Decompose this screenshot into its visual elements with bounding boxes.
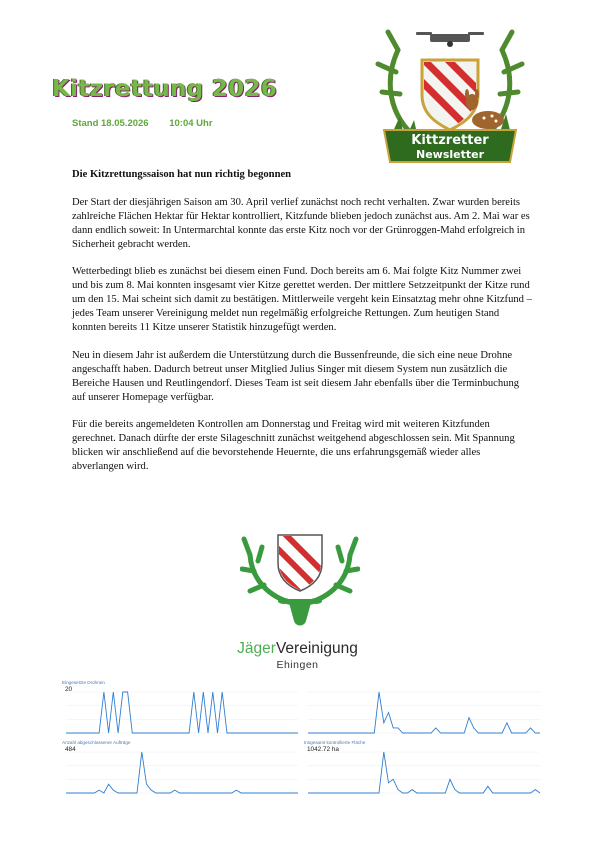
series-line <box>308 692 540 733</box>
kitzretter-newsletter-badge <box>370 20 530 165</box>
chart-title: Eingesetzte Drohnen <box>62 680 105 685</box>
series-line <box>66 752 298 793</box>
chart-value: 484 <box>65 746 76 753</box>
chart-svg <box>62 688 302 737</box>
drone-icon <box>416 32 484 47</box>
chart-panel-drones <box>62 680 302 737</box>
chart-panel-orders <box>62 740 302 797</box>
chart-value: 1042.72 ha <box>307 746 339 753</box>
badge-title: Kittzretter <box>411 133 489 148</box>
article-paragraph-3: Neu in diesem Jahr ist außerdem die Unterstützung durch die Bussenfreunde, die sich eine neue Drohne angeschafft haben. Dadurch betreut unser Mitglied Julius Singer mit diesem System nun zusätzlich die Bereiche Hausen und Reutlingendorf. Dieses Team ist seit diesem Jahr ebenfalls über die Terminbuchung auf unserer Homepage verfügbar. <box>72 349 520 403</box>
association-name-dark: Vereinigung <box>275 640 358 657</box>
deer-head-icon <box>278 598 322 626</box>
series-line <box>66 692 298 733</box>
chart-value: 20 <box>65 686 73 693</box>
stand-time: 10:04 Uhr <box>169 118 213 129</box>
chart-svg <box>304 688 544 737</box>
article <box>72 168 534 488</box>
article-paragraph-4: Für die bereits angemeldeten Kontrollen am Donnerstag und Freitag wird mit weiteren Kitzfunden gerechnet. Danach dürfte der erste Silageschnitt zunächst weitgehend abgeschlossen sein. Mit Spannung blicken wir anschließend auf die bevorstehende Heuernte, die uns erfahrungsgemäß wieder alles abverlangen wird. <box>72 419 515 473</box>
stand-date-line <box>72 118 231 129</box>
chart-title: Insgesamt kontrollierte Fläche <box>304 740 366 745</box>
jaegervereinigung-logo <box>240 525 360 645</box>
series-line <box>308 752 540 793</box>
newsletter-title: Kitzrettung 2026 <box>52 76 278 102</box>
stand-date: Stand 18.05.2026 <box>72 118 149 129</box>
article-paragraph-2: Wetterbedingt blieb es zunächst bei diesem einen Fund. Doch bereits am 6. Mai folgte Kitz Nummer zwei und bis zum 8. Mai konnten insgesamt vier Kitze gerettet werden. Der mittlere Setzzeitpunkt der Kitze rund um den 15. Mai scheint sich damit zu bestätigen. Mittlerweile vergeht kein Einsatztag mehr ohne Kitzfund – jedes Team unserer Vereinigung meldet nun regelmäßig erfolgreiche Rettungen. Zum heutigen Stand konnten bereits 11 Kitze unserer Statistik hinzugefügt werden. <box>72 266 532 334</box>
badge-subtitle: Newsletter <box>415 148 485 161</box>
association-city: Ehingen <box>276 659 319 671</box>
chart-svg <box>304 748 544 797</box>
chart-panel-2 <box>304 680 544 737</box>
article-paragraph-1: Der Start der diesjährigen Saison am 30. April verlief zunächst noch recht verhalten. Zwar wurden bereits zahlreiche Flächen Hektar für Hektar kontrolliert, Kitzfunde blieben jedoch zunächst aus. Am 2. Mai war es dann endlich soweit: In Untermarchtal konnte das erste Kitz noch vor der Grünroggen-Mahd erfolgreich in Sicherheit gebracht werden. <box>72 196 530 250</box>
association-name <box>200 640 395 658</box>
chart-title: Anzahl abgeschlossener Aufträge <box>62 740 131 745</box>
chart-panel-area <box>304 740 544 797</box>
chart-svg <box>62 748 302 797</box>
article-heading: Die Kitzrettungssaison hat nun richtig begonnen <box>72 169 292 180</box>
association-name-green: Jäger <box>237 640 276 657</box>
